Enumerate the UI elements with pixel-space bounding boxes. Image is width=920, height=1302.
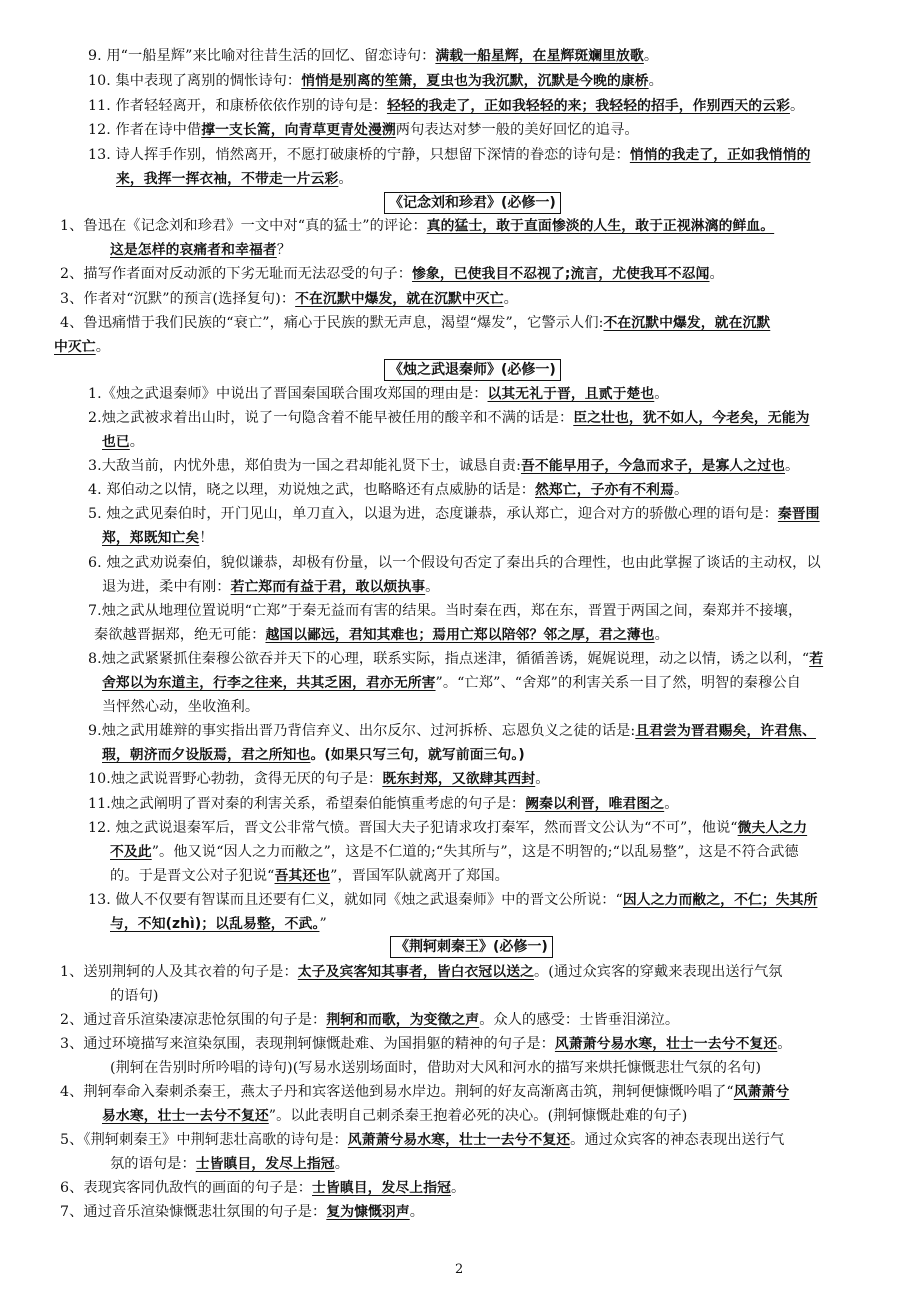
list-item: 的语句) — [110, 988, 159, 1004]
list-item: 9.烛之武用雄辩的事实指出晋乃背信弃义、出尔反尔、过河拆桥、忘恩负义之徒的话是:且君尝为晋君赐矣，许君焦、 — [88, 723, 816, 739]
list-item: 2、通过音乐渲染凄凉悲怆氛围的句子是：荆轲和而歌，为变徵之声。众人的感受：士皆垂泪涕泣。 — [60, 1012, 680, 1028]
list-item: 5. 烛之武见秦伯时，开门见山，单刀直入，以退为进，态度谦恭，承认郑亡，迎合对方的骄傲心理的语句是：秦晋围 — [88, 506, 820, 522]
list-item: 1、鲁迅在《记念刘和珍君》一文中对“真的猛士”的评论：真的猛士，敢于直面惨淡的人生，敢于正视淋漓的鲜血。 — [60, 218, 775, 234]
list-item: 12. 烛之武说退秦军后，晋文公非常气愤。晋国大夫子犯请求攻打秦军，然而晋文公认为“不可”，他说“微夫人之力 — [88, 820, 808, 836]
list-item: 舍郑以为东道主，行李之往来，共其乏困，君亦无所害”。“亡郑”、“舍郑”的利害关系一目了然，明智的秦穆公自 — [102, 675, 801, 691]
list-item: 秦欲越晋据郑，绝无可能：越国以鄙远，君知其难也；焉用亡郑以陪邻？邻之厚，君之薄也。 — [94, 627, 669, 643]
list-item: 1、送别荆轲的人及其衣着的句子是：太子及宾客知其事者，皆白衣冠以送之。(通过众宾客的穿戴来表现出送行气氛 — [60, 964, 783, 980]
list-item: 易水寒，壮士一去兮不复还”。以此表明自己刺杀秦王抱着必死的决心。(荆轲慷慨赴难的句子) — [102, 1108, 688, 1124]
list-item: 4、鲁迅痛惜于我们民族的“衰亡”，痛心于民族的默无声息，渴望“爆发”，它警示人们:不在沉默中爆发，就在沉默 — [60, 315, 771, 331]
list-item: 瑕，朝济而夕设版焉，君之所知也。(如果只写三句，就写前面三句。) — [102, 747, 525, 763]
list-item: 2、描写作者面对反动派的下劣无耻而无法忍受的句子：惨象，已使我目不忍视了;流言，尤使我耳不忍闻。 — [60, 266, 724, 282]
list-item: 的。于是晋文公对子犯说“吾其还也”，晋国军队就离开了郑国。 — [110, 868, 509, 884]
list-item: 也已。 — [102, 434, 145, 450]
list-item: 来，我挥一挥衣袖，不带走一片云彩。 — [116, 171, 353, 187]
list-item: 5、《荆轲刺秦王》中荆轲悲壮高歌的诗句是：风萧萧兮易水寒，壮士一去兮不复还。通过众宾客的神态表现出送行气 — [60, 1132, 785, 1148]
section-heading: 《荆轲刺秦王》(必修一) — [390, 936, 553, 958]
list-item: 郑，郑既知亡矣！ — [102, 530, 214, 546]
list-item: 11.烛之武阐明了晋对秦的利害关系，希望秦伯能慎重考虑的句子是：阙秦以利晋，唯君图之。 — [88, 796, 679, 812]
list-item: 退为进，柔中有刚：若亡郑而有益于君，敢以烦执事。 — [102, 579, 440, 595]
list-item: 6、表现宾客同仇敌忾的画面的句子是：士皆瞋目，发尽上指冠。 — [60, 1180, 466, 1196]
section-heading: 《烛之武退秦师》(必修一) — [384, 359, 561, 381]
list-item: 不及此”。他又说“因人之力而敝之”，这是不仁道的;“失其所与”，这是不明智的;“以乱易整”，这是不符合武德 — [110, 844, 799, 860]
section-heading: 《记念刘和珍君》(必修一) — [384, 192, 561, 214]
list-item: 10.烛之武说晋野心勃勃，贪得无厌的句子是：既东封郑，又欲肆其西封。 — [88, 771, 550, 787]
list-item: (荆轲在告别时所吟唱的诗句)(写易水送别场面时，借助对大风和河水的描写来烘托慷慨悲壮气氛的名句) — [110, 1060, 762, 1076]
list-item: 13. 诗人挥手作别，悄然离开，不愿打破康桥的宁静，只想留下深情的眷恋的诗句是：悄悄的我走了，正如我悄悄的 — [88, 147, 811, 163]
list-item: 这是怎样的哀痛者和幸福者？ — [110, 242, 292, 258]
list-item: 3.大敌当前，内忧外患，郑伯贵为一国之君却能礼贤下士，诚恳自责:吾不能早用子，今急而求子，是寡人之过也。 — [88, 458, 800, 474]
list-item: 11. 作者轻轻离开，和康桥依依作别的诗句是：轻轻的我走了，正如我轻轻的来；我轻轻的招手，作别西天的云彩。 — [88, 98, 805, 114]
list-item: 9. 用“一船星辉”来比喻对往昔生活的回忆、留恋诗句：满载一船星辉，在星辉斑斓里放歌。 — [88, 48, 659, 64]
list-item: 7、通过音乐渲染慷慨悲壮氛围的句子是：复为慷慨羽声。 — [60, 1204, 424, 1220]
list-item: 4、荆轲奉命入秦刺杀秦王，燕太子丹和宾客送他到易水岸边。荆轲的好友高渐离击筑，荆轲便慷慨吟唱了“风萧萧兮 — [60, 1084, 790, 1100]
list-item: 10. 集中表现了离别的惆怅诗句：悄悄是别离的笙箫，夏虫也为我沉默，沉默是今晚的康桥。 — [88, 73, 663, 89]
list-item: 氛的语句是：士皆瞋目，发尽上指冠。 — [110, 1156, 349, 1172]
list-item: 8.烛之武紧紧抓住秦穆公欲吞并天下的心理，联系实际，指点迷津，循循善诱，娓娓说理，动之以情，诱之以利，“若 — [88, 651, 824, 667]
list-item: 与，不知(zhì)；以乱易整，不武。” — [110, 916, 327, 932]
list-item: 6. 烛之武劝说秦伯，貌似谦恭，却极有份量，以一个假设句否定了秦出兵的合理性，也由此掌握了谈话的主动权，以 — [88, 555, 821, 571]
list-item: 中灭亡。 — [54, 339, 110, 355]
list-item: 13. 做人不仅要有智谋而且还要有仁义，就如同《烛之武退秦师》中的晋文公所说：“因人之力而敝之，不仁；失其所 — [88, 892, 818, 908]
list-item: 12. 作者在诗中借撑一支长篙，向青草更青处漫溯两句表达对梦一般的美好回忆的追寻。 — [88, 122, 639, 138]
list-item: 4. 郑伯动之以情，晓之以理，劝说烛之武，也略略还有点威胁的话是：然郑亡，子亦有不利焉。 — [88, 482, 689, 498]
page-number: 2 — [455, 1262, 464, 1277]
list-item: 2.烛之武被求着出山时，说了一句隐含着不能早被任用的酸辛和不满的话是：臣之壮也，犹不如人，今老矣，无能为 — [88, 410, 810, 426]
list-item: 3、作者对“沉默”的预言(选择复句)：不在沉默中爆发，就在沉默中灭亡。 — [60, 291, 518, 307]
list-item: 1.《烛之武退秦师》中说出了晋国秦国联合围攻郑国的理由是：以其无礼于晋，且贰于楚也。 — [88, 386, 669, 402]
list-item: 7.烛之武从地理位置说明“亡郑”于秦无益而有害的结果。当时秦在西，郑在东，晋置于两国之间，秦郑并不接壤， — [88, 603, 803, 619]
list-item: 3、通过环境描写来渲染氛围，表现荆轲慷慨赴难、为国捐躯的精神的句子是：风萧萧兮易水寒，壮士一去兮不复还。 — [60, 1036, 792, 1052]
list-item: 当怦然心动，坐收渔利。 — [102, 699, 260, 715]
